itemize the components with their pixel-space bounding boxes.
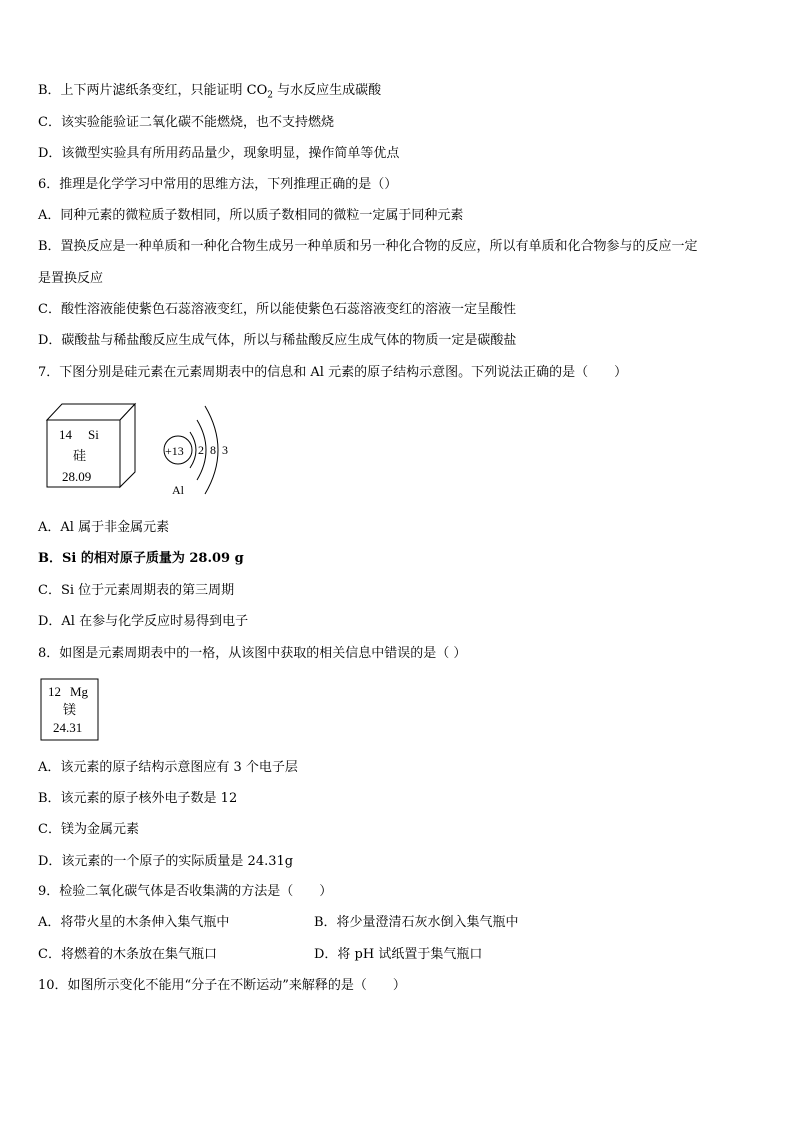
q7-option-b: B．Si 的相对原子质量为 28.09 g bbox=[38, 551, 244, 566]
q9-option-a: A．将带火星的木条伸入集气瓶中 bbox=[38, 915, 230, 930]
q5-option-b-text: B．上下两片滤纸条变红，只能证明 CO bbox=[38, 83, 268, 98]
q5-option-b bbox=[38, 82, 381, 105]
q8-stem: 8．如图是元素周期表中的一格，从该图中获取的相关信息中错误的是（ ） bbox=[38, 646, 467, 661]
q6-option-b-line2: 是置换反应 bbox=[38, 271, 104, 286]
q7-figure bbox=[40, 398, 250, 503]
mg-name: 镁 bbox=[63, 702, 77, 717]
mg-symbol: Mg bbox=[70, 684, 89, 699]
si-atomic-mass: 28.09 bbox=[62, 469, 92, 484]
q9-stem: 9．检验二氧化碳气体是否收集满的方法是（ ） bbox=[38, 884, 333, 899]
q5-option-c: C．该实验能验证二氧化碳不能燃烧，也不支持燃烧 bbox=[38, 115, 334, 130]
q7-option-d: D．Al 在参与化学反应时易得到电子 bbox=[38, 614, 249, 629]
q7-option-a: A．Al 属于非金属元素 bbox=[38, 520, 170, 535]
si-symbol: Si bbox=[88, 427, 99, 442]
al-label: Al bbox=[172, 483, 184, 497]
q7-stem: 7．下图分别是硅元素在元素周期表中的信息和 Al 元素的原子结构示意图。下列说法正确的是（ ） bbox=[38, 365, 628, 380]
al-electron-shells: 2 8 3 bbox=[198, 443, 228, 457]
q9-option-c: C．将燃着的木条放在集气瓶口 bbox=[38, 947, 217, 962]
q6-option-c: C．酸性溶液能使紫色石蕊溶液变红，所以能使紫色石蕊溶液变红的溶液一定呈酸性 bbox=[38, 302, 516, 317]
q6-option-a: A．同种元素的微粒质子数相同，所以质子数相同的微粒一定属于同种元素 bbox=[38, 208, 464, 223]
q6-option-b-line1: B．置换反应是一种单质和一种化合物生成另一种单质和另一种化合物的反应，所以有单质和化合物参与的反应一定 bbox=[38, 239, 698, 254]
si-name: 硅 bbox=[73, 448, 87, 463]
q5-option-d: D．该微型实验具有所用药品量少，现象明显，操作简单等优点 bbox=[38, 146, 400, 161]
q8-option-d: D．该元素的一个原子的实际质量是 24.31g bbox=[38, 854, 294, 869]
q9-option-d: D．将 pH 试纸置于集气瓶口 bbox=[314, 947, 483, 962]
si-atomic-number: 14 bbox=[59, 427, 72, 442]
q8-option-a: A．该元素的原子结构示意图应有 3 个电子层 bbox=[38, 760, 298, 775]
al-nucleus-charge: +13 bbox=[165, 444, 184, 458]
q8-figure bbox=[40, 678, 100, 742]
magnesium-element-cell bbox=[41, 679, 98, 740]
mg-atomic-mass: 24.31 bbox=[53, 720, 83, 735]
q7-option-c: C．Si 位于元素周期表的第三周期 bbox=[38, 583, 235, 598]
silicon-element-cell bbox=[47, 404, 135, 487]
q8-option-b: B．该元素的原子核外电子数是 12 bbox=[38, 791, 238, 806]
aluminum-atom-diagram bbox=[164, 406, 228, 497]
q6-option-d: D．碳酸盐与稀盐酸反应生成气体，所以与稀盐酸反应生成气体的物质一定是碳酸盐 bbox=[38, 333, 517, 348]
q5-option-b-subscript: 2 bbox=[267, 90, 274, 101]
mg-atomic-number: 12 bbox=[48, 684, 61, 699]
q8-option-c: C．镁为金属元素 bbox=[38, 822, 139, 837]
q9-option-b: B．将少量澄清石灰水倒入集气瓶中 bbox=[314, 915, 519, 930]
q6-stem: 6．推理是化学学习中常用的思维方法，下列推理正确的是（） bbox=[38, 177, 398, 192]
q5-option-b-text-end: 与水反应生成碳酸 bbox=[273, 83, 382, 98]
q10-stem: 10．如图所示变化不能用“分子在不断运动”来解释的是（ ） bbox=[38, 978, 406, 993]
